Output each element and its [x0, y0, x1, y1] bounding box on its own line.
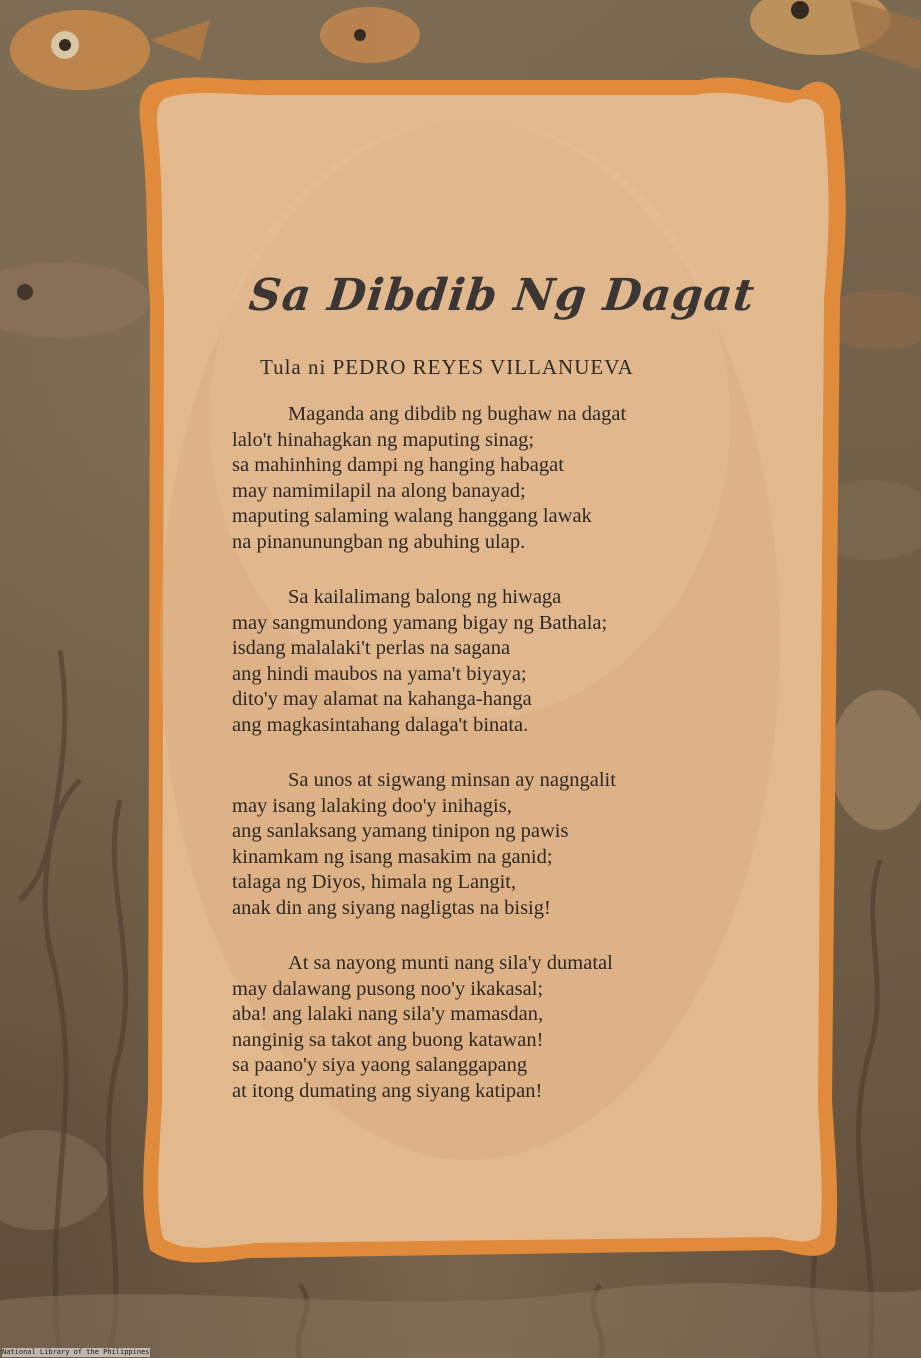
poem-line: anak din ang siyang nagligtas na bisig! [232, 896, 551, 919]
poem-line: may isang lalaking doo'y inihagis, [232, 794, 512, 817]
poem [232, 270, 772, 1134]
poem-line: kinamkam ng isang masakim na ganid; [232, 845, 553, 868]
poem-line: sa paano'y siya yaong salanggapang [232, 1054, 528, 1076]
poem-line: na pinanunungban ng abuhing ulap. [232, 530, 526, 553]
poem-line: ang sanlaksang yamang tinipon ng pawis [232, 820, 569, 842]
stanza-2 [232, 585, 772, 738]
poem-line: maputing salaming walang hanggang lawak [232, 505, 592, 527]
poem-line: ang hindi maubos na yama't biyaya; [232, 662, 527, 685]
poem-line: nanginig sa takot ang buong katawan! [232, 1028, 544, 1051]
stanza-1 [232, 402, 772, 555]
poem-line: ang magkasintahang dalaga't binata. [232, 713, 529, 736]
poem-line: lalo't hinahagkan ng maputing sinag; [232, 428, 535, 451]
poem-line: may namimilapil na along banayad; [232, 479, 526, 502]
poem-line: may sangmundong yamang bigay ng Bathala; [232, 611, 608, 634]
poem-line: isdang malalaki't perlas na sagana [232, 637, 511, 659]
poem-title: Sa Dibdib Ng Dagat [246, 270, 758, 321]
poem-line: sa mahinhing dampi ng hanging habagat [232, 454, 564, 476]
poem-line: may dalawang pusong noo'y ikakasal; [232, 977, 544, 1000]
poem-line: talaga ng Diyos, himala ng Langit, [232, 871, 517, 893]
library-credit: National Library of the Philippines [2, 1348, 150, 1356]
poem-line: at itong dumating ang siyang katipan! [232, 1079, 543, 1102]
poem-line: dito'y may alamat na kahanga-hanga [232, 688, 532, 710]
poem-line: Maganda ang dibdib ng bughaw na dagat [288, 403, 627, 425]
poem-byline: Tula ni PEDRO REYES VILLANUEVA [260, 355, 634, 379]
stanza-4 [232, 951, 772, 1104]
poem-line: Sa kailalimang balong ng hiwaga [288, 586, 562, 608]
poem-line: aba! ang lalaki nang sila'y mamasdan, [232, 1003, 544, 1025]
poem-line: Sa unos at sigwang minsan ay nagngalit [288, 769, 616, 791]
poem-line: At sa nayong munti nang sila'y dumatal [288, 952, 613, 974]
stanza-3 [232, 768, 772, 921]
